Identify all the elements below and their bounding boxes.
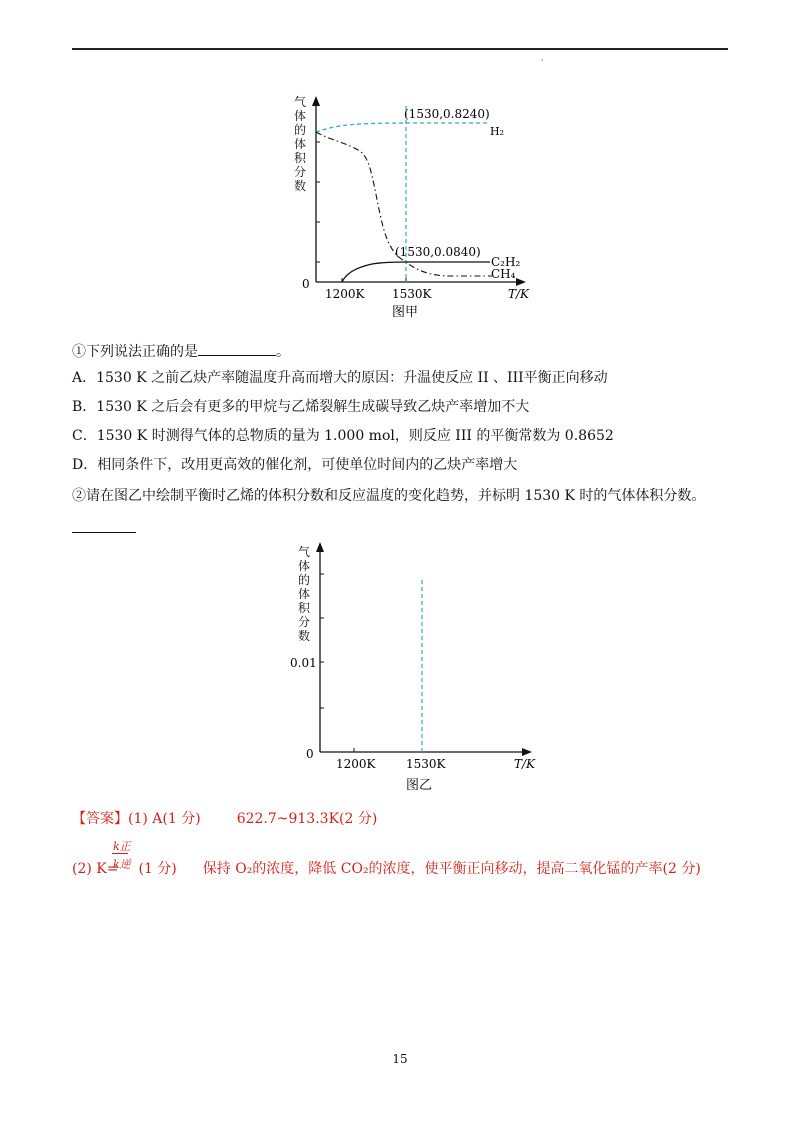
option-d: D．相同条件下，改用更高效的催化剂，可使单位时间内的乙炔产率增大 — [72, 457, 518, 473]
question-1-prompt — [72, 341, 290, 361]
yi-xlabel: T/K — [514, 757, 536, 771]
answer-line[interactable] — [72, 532, 136, 533]
page-mark: ' — [541, 58, 544, 67]
jia-caption: 图甲 — [392, 305, 419, 320]
fraction-denominator: k逆 — [113, 858, 131, 871]
jia-ylabel — [294, 94, 307, 193]
jia-ch4-label: CH₄ — [491, 267, 516, 281]
jia-ylabel-char: 分 — [294, 165, 307, 179]
yi-x-arrow — [522, 748, 532, 756]
yi-ylabel-char: 积 — [298, 601, 311, 615]
jia-ylabel-char: 积 — [294, 151, 307, 165]
yi-ytick-label: 0.01 — [290, 656, 317, 670]
answer-part-2: 622.7~913.3K(2 分) — [236, 811, 378, 827]
yi-y-arrow — [316, 542, 324, 552]
fraction-bar — [112, 853, 128, 854]
answer-blank[interactable] — [198, 341, 276, 356]
yi-xtick-label-1200: 1200K — [336, 757, 376, 771]
answer-line-1 — [72, 808, 377, 828]
answer-line-2 — [72, 858, 701, 878]
fraction-numerator: k正 — [113, 840, 131, 853]
yi-ylabel-char: 分 — [298, 615, 311, 629]
option-b: B．1530 K 之后会有更多的甲烷与乙烯裂解生成碳导致乙炔产率增加不大 — [72, 399, 530, 415]
jia-ylabel-char: 气 — [294, 95, 307, 109]
yi-origin: 0 — [306, 747, 314, 761]
jia-xlabel: T/K — [508, 287, 530, 301]
jia-xtick-label-1530: 1530K — [392, 287, 432, 301]
jia-ylabel-char: 体 — [294, 109, 307, 123]
yi-ylabel — [298, 544, 311, 643]
page-number: 15 — [392, 1052, 408, 1066]
yi-ylabel-char: 体 — [298, 587, 311, 601]
option-a: A．1530 K 之前乙炔产率随温度升高而增大的原因：升温使反应 II 、III平衡正向移动 — [72, 370, 608, 386]
option-c: C．1530 K 时测得气体的总物质的量为 1.000 mol，则反应 III 的平衡常数为 0.8652 — [72, 428, 614, 444]
jia-ylabel-char: 数 — [294, 179, 307, 193]
answer-k-score: (1 分) — [138, 861, 177, 877]
figure-jia — [280, 92, 550, 324]
jia-h2-curve — [316, 123, 488, 132]
yi-ylabel-char: 数 — [298, 629, 311, 643]
answer-tag: 【答案】 — [72, 811, 128, 827]
yi-xtick-label-1530: 1530K — [406, 757, 446, 771]
question-1-end: 。 — [276, 344, 290, 360]
question-1-text: ①下列说法正确的是 — [72, 344, 198, 360]
jia-annotation-top: (1530,0.8240) — [404, 107, 490, 121]
yi-caption: 图乙 — [406, 778, 433, 793]
yi-ylabel-char: 气 — [298, 545, 311, 559]
jia-annotation-mid: (1530,0.0840) — [395, 245, 481, 259]
yi-ylabel-char: 体 — [298, 559, 311, 573]
jia-ylabel-char: 体 — [294, 137, 307, 151]
question-2-prompt: ②请在图乙中绘制平衡时乙烯的体积分数和反应温度的变化趋势，并标明 1530 K 时的气体体积分数。 — [72, 488, 706, 504]
jia-x-arrow — [516, 278, 526, 286]
figure-yi — [280, 540, 550, 796]
jia-ylabel-char: 的 — [294, 123, 307, 137]
yi-ylabel-char: 的 — [298, 573, 311, 587]
answer-k-prefix: (2) K= — [72, 861, 119, 877]
jia-c2h2-curve — [342, 262, 490, 282]
answer-part-3: 保持 O₂的浓度，降低 CO₂的浓度，使平衡正向移动，提高二氧化锰的产率(2 分) — [202, 861, 701, 877]
jia-y-arrow — [312, 96, 320, 106]
jia-c2h2-label: C₂H₂ — [491, 255, 521, 269]
jia-origin: 0 — [302, 277, 310, 291]
jia-xtick-label-1200: 1200K — [325, 287, 365, 301]
header-rule — [72, 48, 728, 50]
jia-h2-label: H₂ — [490, 125, 505, 138]
answer-part-1: (1) A(1 分) — [128, 811, 201, 827]
